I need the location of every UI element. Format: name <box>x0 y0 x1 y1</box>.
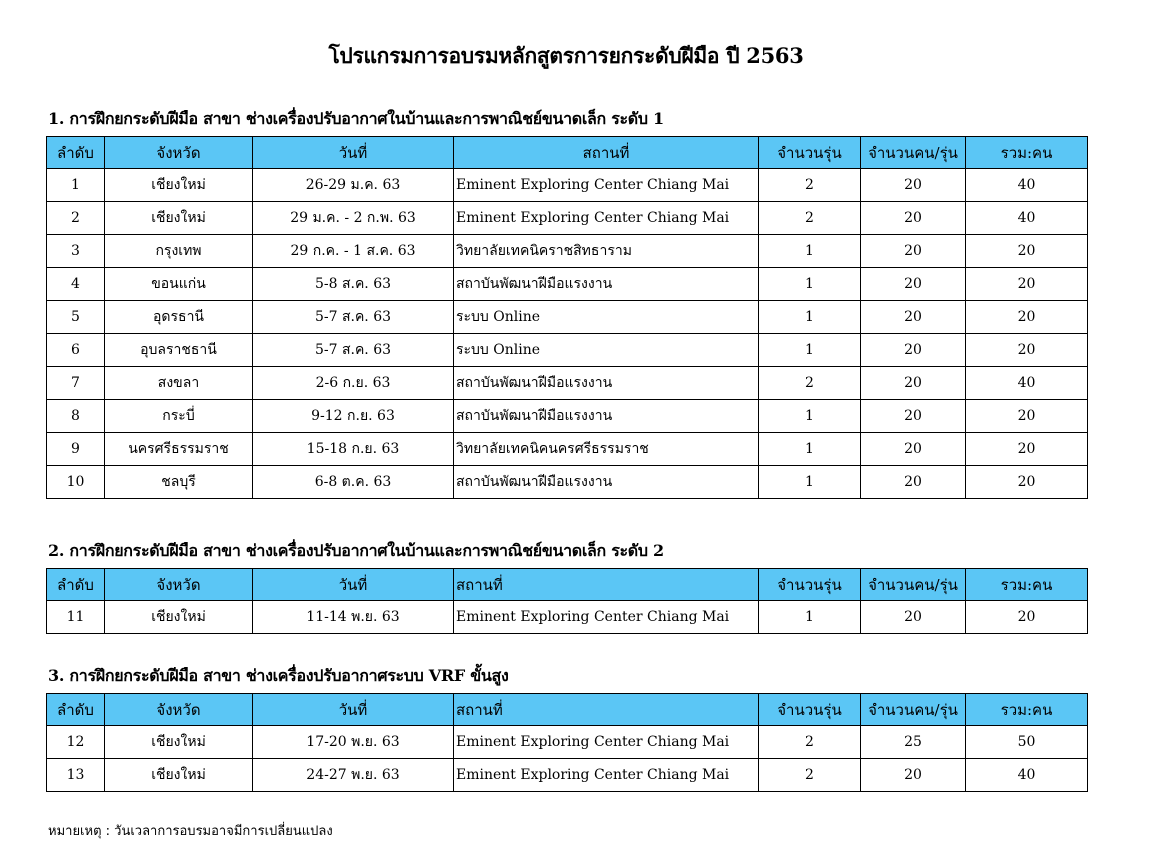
cell-no: 10 <box>47 466 105 499</box>
table-row <box>47 433 1088 466</box>
col-header-date: วันที่ <box>253 694 454 726</box>
cell-batches: 2 <box>759 726 861 759</box>
cell-province: ชลบุรี <box>105 466 253 499</box>
cell-total: 20 <box>966 466 1088 499</box>
cell-venue: Eminent Exploring Center Chiang Mai <box>454 601 759 634</box>
cell-no: 12 <box>47 726 105 759</box>
cell-batches: 1 <box>759 466 861 499</box>
table-row <box>47 235 1088 268</box>
col-header-batches: จำนวนรุ่น <box>759 694 861 726</box>
cell-no: 3 <box>47 235 105 268</box>
section-2-table <box>46 568 1088 634</box>
table-row <box>47 301 1088 334</box>
cell-no: 13 <box>47 759 105 792</box>
col-header-per-batch: จำนวนคน/รุ่น <box>861 137 966 169</box>
cell-total: 40 <box>966 759 1088 792</box>
table-header-row <box>47 569 1088 601</box>
cell-venue: วิทยาลัยเทคนิคนครศรีธรรมราช <box>454 433 759 466</box>
cell-total: 20 <box>966 268 1088 301</box>
cell-no: 4 <box>47 268 105 301</box>
cell-venue: Eminent Exploring Center Chiang Mai <box>454 726 759 759</box>
cell-venue: สถาบันพัฒนาฝีมือแรงงาน <box>454 466 759 499</box>
col-header-no: ลำดับ <box>47 694 105 726</box>
cell-date: 9-12 ก.ย. 63 <box>253 400 454 433</box>
cell-per-batch: 20 <box>861 759 966 792</box>
col-header-province: จังหวัด <box>105 569 253 601</box>
table-row <box>47 601 1088 634</box>
cell-venue: สถาบันพัฒนาฝีมือแรงงาน <box>454 268 759 301</box>
col-header-no: ลำดับ <box>47 137 105 169</box>
col-header-venue: สถานที่ <box>454 694 759 726</box>
cell-no: 7 <box>47 367 105 400</box>
cell-date: 17-20 พ.ย. 63 <box>253 726 454 759</box>
cell-province: สงขลา <box>105 367 253 400</box>
cell-batches: 1 <box>759 334 861 367</box>
cell-per-batch: 25 <box>861 726 966 759</box>
cell-date: 6-8 ต.ค. 63 <box>253 466 454 499</box>
cell-no: 1 <box>47 169 105 202</box>
footnote: หมายเหตุ : วันเวลาการอบรมอาจมีการเปลี่ยนแปลง <box>48 824 333 839</box>
cell-province: เชียงใหม่ <box>105 726 253 759</box>
cell-batches: 2 <box>759 169 861 202</box>
cell-per-batch: 20 <box>861 202 966 235</box>
col-header-province: จังหวัด <box>105 694 253 726</box>
col-header-per-batch: จำนวนคน/รุ่น <box>861 569 966 601</box>
cell-batches: 2 <box>759 202 861 235</box>
cell-venue: ระบบ Online <box>454 301 759 334</box>
cell-date: 29 ก.ค. - 1 ส.ค. 63 <box>253 235 454 268</box>
cell-total: 50 <box>966 726 1088 759</box>
col-header-total: รวม:คน <box>966 569 1088 601</box>
cell-date: 2-6 ก.ย. 63 <box>253 367 454 400</box>
table-row <box>47 202 1088 235</box>
cell-no: 2 <box>47 202 105 235</box>
table-row <box>47 169 1088 202</box>
cell-venue: วิทยาลัยเทคนิคราชสิทธาราม <box>454 235 759 268</box>
section-2-heading: 2. การฝึกยกระดับฝีมือ สาขา ช่างเครื่องปรับอากาศในบ้านและการพาณิชย์ขนาดเล็ก ระดับ 2 <box>48 541 664 560</box>
cell-per-batch: 20 <box>861 400 966 433</box>
cell-per-batch: 20 <box>861 433 966 466</box>
table-header-row <box>47 137 1088 169</box>
cell-province: เชียงใหม่ <box>105 169 253 202</box>
cell-total: 20 <box>966 400 1088 433</box>
col-header-venue: สถานที่ <box>454 137 759 169</box>
cell-province: เชียงใหม่ <box>105 601 253 634</box>
cell-per-batch: 20 <box>861 301 966 334</box>
cell-province: เชียงใหม่ <box>105 202 253 235</box>
section-1-heading: 1. การฝึกยกระดับฝีมือ สาขา ช่างเครื่องปรับอากาศในบ้านและการพาณิชย์ขนาดเล็ก ระดับ 1 <box>48 109 664 128</box>
table-row <box>47 334 1088 367</box>
cell-province: เชียงใหม่ <box>105 759 253 792</box>
cell-date: 5-7 ส.ค. 63 <box>253 334 454 367</box>
cell-total: 40 <box>966 202 1088 235</box>
cell-venue: สถาบันพัฒนาฝีมือแรงงาน <box>454 367 759 400</box>
col-header-venue: สถานที่ <box>454 569 759 601</box>
cell-total: 20 <box>966 601 1088 634</box>
cell-per-batch: 20 <box>861 235 966 268</box>
cell-per-batch: 20 <box>861 466 966 499</box>
cell-date: 5-8 ส.ค. 63 <box>253 268 454 301</box>
section-3-table <box>46 693 1088 792</box>
col-header-batches: จำนวนรุ่น <box>759 569 861 601</box>
cell-per-batch: 20 <box>861 334 966 367</box>
cell-per-batch: 20 <box>861 268 966 301</box>
page-title: โปรแกรมการอบรมหลักสูตรการยกระดับฝีมือ ปี 2563 <box>328 43 804 68</box>
cell-date: 15-18 ก.ย. 63 <box>253 433 454 466</box>
cell-no: 9 <box>47 433 105 466</box>
col-header-province: จังหวัด <box>105 137 253 169</box>
cell-batches: 2 <box>759 367 861 400</box>
cell-batches: 1 <box>759 433 861 466</box>
cell-no: 5 <box>47 301 105 334</box>
cell-no: 11 <box>47 601 105 634</box>
cell-venue: Eminent Exploring Center Chiang Mai <box>454 169 759 202</box>
cell-per-batch: 20 <box>861 367 966 400</box>
table-row <box>47 367 1088 400</box>
col-header-date: วันที่ <box>253 137 454 169</box>
cell-batches: 2 <box>759 759 861 792</box>
section-1-table <box>46 136 1088 499</box>
cell-province: อุบลราชธานี <box>105 334 253 367</box>
cell-date: 24-27 พ.ย. 63 <box>253 759 454 792</box>
cell-province: นครศรีธรรมราช <box>105 433 253 466</box>
section-3-heading: 3. การฝึกยกระดับฝีมือ สาขา ช่างเครื่องปรับอากาศระบบ VRF ขั้นสูง <box>48 666 509 685</box>
cell-per-batch: 20 <box>861 169 966 202</box>
cell-date: 5-7 ส.ค. 63 <box>253 301 454 334</box>
table-row <box>47 466 1088 499</box>
cell-province: ขอนแก่น <box>105 268 253 301</box>
cell-batches: 1 <box>759 235 861 268</box>
col-header-batches: จำนวนรุ่น <box>759 137 861 169</box>
cell-batches: 1 <box>759 301 861 334</box>
cell-total: 20 <box>966 433 1088 466</box>
col-header-date: วันที่ <box>253 569 454 601</box>
cell-date: 11-14 พ.ย. 63 <box>253 601 454 634</box>
cell-total: 20 <box>966 235 1088 268</box>
cell-date: 26-29 ม.ค. 63 <box>253 169 454 202</box>
cell-total: 20 <box>966 301 1088 334</box>
col-header-total: รวม:คน <box>966 694 1088 726</box>
cell-total: 40 <box>966 367 1088 400</box>
table-row <box>47 759 1088 792</box>
cell-venue: สถาบันพัฒนาฝีมือแรงงาน <box>454 400 759 433</box>
cell-province: กรุงเทพ <box>105 235 253 268</box>
cell-total: 20 <box>966 334 1088 367</box>
cell-venue: Eminent Exploring Center Chiang Mai <box>454 759 759 792</box>
table-row <box>47 268 1088 301</box>
cell-per-batch: 20 <box>861 601 966 634</box>
table-row <box>47 726 1088 759</box>
cell-batches: 1 <box>759 268 861 301</box>
cell-province: อุดรธานี <box>105 301 253 334</box>
cell-province: กระบี่ <box>105 400 253 433</box>
cell-no: 8 <box>47 400 105 433</box>
cell-venue: Eminent Exploring Center Chiang Mai <box>454 202 759 235</box>
cell-batches: 1 <box>759 601 861 634</box>
cell-no: 6 <box>47 334 105 367</box>
col-header-total: รวม:คน <box>966 137 1088 169</box>
cell-batches: 1 <box>759 400 861 433</box>
table-header-row <box>47 694 1088 726</box>
table-row <box>47 400 1088 433</box>
cell-date: 29 ม.ค. - 2 ก.พ. 63 <box>253 202 454 235</box>
cell-venue: ระบบ Online <box>454 334 759 367</box>
col-header-per-batch: จำนวนคน/รุ่น <box>861 694 966 726</box>
cell-total: 40 <box>966 169 1088 202</box>
col-header-no: ลำดับ <box>47 569 105 601</box>
